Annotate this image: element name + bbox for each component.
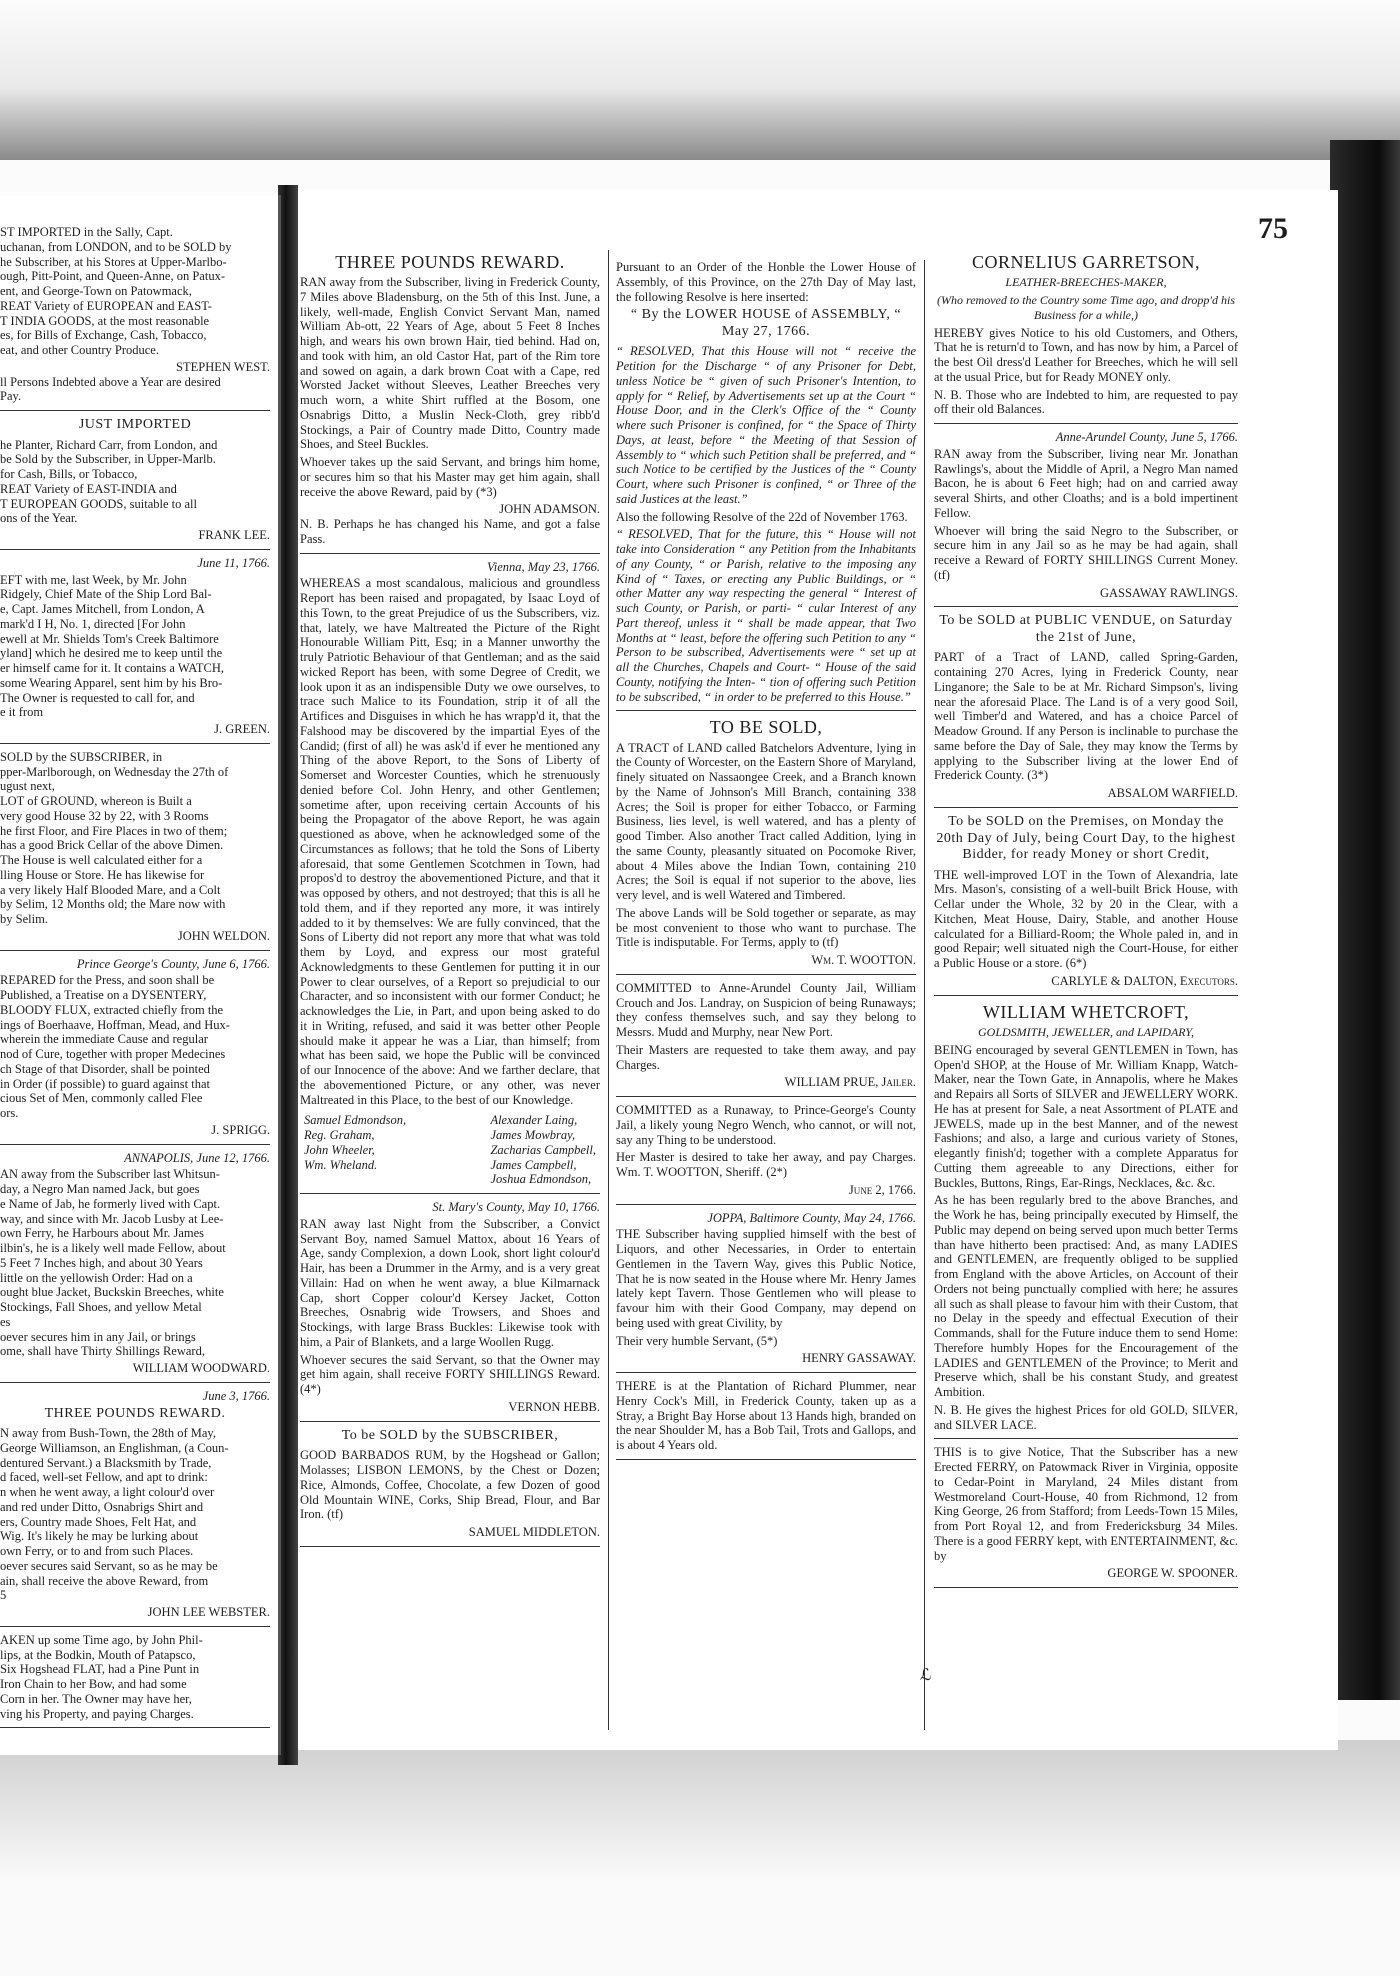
ad-line: uchanan, from LONDON, and to be SOLD by — [0, 239, 232, 254]
ad-line: wherein the immediate Cause and regular — [0, 1032, 208, 1047]
ad-body: COMMITTED to Anne-Arundel County Jail, William Crouch and Jos. Landray, on Suspicion of being Runaways; they confess themselves such, and say they belong to Messrs. Mudd and Murphy, near New Port. — [616, 980, 916, 1040]
ad-line: Iron Chain to her Bow, and had some — [0, 1677, 187, 1692]
ad-line: ST IMPORTED in the Sally, Capt. — [0, 225, 173, 239]
signatories-left — [304, 1113, 406, 1187]
column-rule — [934, 807, 1238, 808]
ad-body-continued: Whoever will bring the said Negro to the Subscriber, or secure him in any Jail so as he may be had again, shall receive a Reward of FORTY SHILLINGS Current Money. (tf) — [934, 523, 1238, 582]
advertisement — [934, 814, 1238, 989]
ad-line: e Name of Jab, he formerly lived with Capt. — [0, 1196, 221, 1211]
ad-line: EFT with me, last Week, by Mr. John — [0, 572, 187, 587]
ink-mark: ℒ — [920, 1667, 932, 1684]
ad-line: he first Floor, and Fire Places in two of them; — [0, 823, 228, 838]
ad-line: he Subscriber, at his Stores at Upper-Marlbo- — [0, 254, 227, 269]
ad-line: in Order (if possible) to guard against that — [0, 1076, 211, 1091]
ad-line: ain, shall receive the above Reward, from — [0, 1573, 209, 1588]
advertisement — [616, 1211, 916, 1367]
ad-line: by Selim. — [0, 912, 48, 927]
signatory-name: Zacharias Campbell, — [490, 1142, 596, 1157]
advertisement — [0, 556, 270, 737]
column-2 — [616, 260, 925, 1730]
ad-line: e, Capt. James Mitchell, from London, A — [0, 602, 205, 617]
ad-body-continued: Also the following Resolve of the 22d of November 1763. — [616, 509, 908, 524]
advertisement — [934, 613, 1238, 801]
column-rule — [300, 1546, 600, 1547]
ad-line: a very likely Half Blooded Mare, and a Colt — [0, 882, 221, 897]
ad-line: es, for Bills of Exchange, Cash, Tobacco, — [0, 328, 207, 343]
ad-body: GOOD BARBADOS RUM, by the Hogshead or Gallon; Molasses; LISBON LEMONS, by the Chest or Dozen; Rice, Almonds, Coffee, Chocolate, a few Dozen of good Old Mountain WINE, Corks, Ship Bread, Flour, and Bar Iron. (tf) — [300, 1448, 600, 1522]
ad-line: The Owner is requested to call for, and — [0, 690, 195, 705]
ad-line: Ridgely, Chief Mate of the Ship Lord Bal- — [0, 587, 212, 602]
ad-heading: JUST IMPORTED — [78, 417, 192, 432]
advertisement — [0, 1389, 270, 1620]
signatory-name: Joshua Edmondson, — [490, 1172, 592, 1187]
advertisement — [934, 252, 1238, 417]
advertisement — [616, 717, 916, 967]
ad-heading: To be SOLD on the Premises, on Monday the 20th Day of July, being Court Day, to the highest Bidder, for ready Money or short Credit, — [936, 813, 1236, 863]
ad-heading: CORNELIUS GARRETSON, — [971, 252, 1200, 272]
signatory-name: Samuel Edmondson, — [304, 1113, 407, 1128]
ad-line: ving his Property, and paying Charges. — [0, 1706, 194, 1721]
ad-line: 5 — [0, 1588, 7, 1603]
ad-body: RAN away last Night from the Subscriber, a Convict Servant Boy, named Samuel Mattox, about 16 Years of Age, sandy Complexion, a down Look, short light colour'd Hair, has been a Drummer in the Army, and is a very great Villain: Had on when he went away, a blue Kilmarnack Cap, short Copper colour'd Kersey Jacket, Cotton Breeches, Osnabrig wide Trowsers, and Shoes and Stockings, with large Brass Buckles: Likewise took with him, a Pair of Blankets, and a large Woollen Rugg. — [300, 1216, 600, 1349]
ad-line: Six Hogshead FLAT, had a Pine Punt in — [0, 1662, 200, 1677]
ad-signature: VERNON HEBB. — [508, 1399, 600, 1414]
ad-line: lling House or Store. He has likewise for — [0, 867, 205, 882]
ad-line: REAT Variety of EAST-INDIA and — [0, 481, 177, 496]
advertisement — [616, 260, 916, 704]
ad-body: A TRACT of LAND called Batchelors Adventure, lying in the County of Worcester, on the Eastern Shore of Maryland, finely situated on Nassaongee Creek, and a Branch known by the Name of Johnson's Mill Branch, containing 338 Acres; the Soil is proper for either Tobacco, or Farming Business, lies level, is well watered, and has a plenty of good Timber. Also another Tract called Addition, lying in the same County, pleasantly situated on Pocomoke River, about 4 Miles above the Indian Town, containing 210 Acres; the Soil is equal if not superior to the above, lies very level, and is well Watered and Timbered. — [616, 740, 916, 903]
ad-dateline: St. Mary's County, May 10, 1766. — [432, 1200, 600, 1215]
ad-subheading: (Who removed to the Country some Time ago, and dropp'd his Business for a while,) — [937, 293, 1235, 322]
ad-line: Stockings, Fall Shoes, and yellow Metal — [0, 1300, 202, 1315]
ad-body: RAN away from the Subscriber, living in Frederick County, 7 Miles above Bladensburg, on the 5th of this Inst. June, a likely, well-made, English Convict Servant Man, named William Ab-ott, 22 Years of Age, about 5 Feet 8 Inches high, and wears his own brown Hair, tied behind. Had on, and took with him, an old Castor Hat, part of the Rim tore and sowed on again, a dark brown Coat with a Cape, red Worsted Jacket without Sleeves, Leather Breeches very much worn, a white Shirt ruffled at the Bosom, one Osnabrigs Ditto, a Muslin Neck-Cloth, grey ribb'd Stockings, a Pair of Country made Ditto, Country made Shoes, and Steel Buckles. — [300, 275, 600, 452]
ad-heading: THREE POUNDS REWARD. — [335, 252, 565, 272]
ad-line: George Williamson, an Englishman, (a Coun- — [0, 1440, 229, 1455]
ad-line: and red under Ditto, Osnabrigs Shirt and — [0, 1499, 204, 1514]
ad-line: ough, Pitt-Point, and Queen-Anne, on Patux- — [0, 269, 225, 284]
ad-line: oever secures him in any Jail, or brings — [0, 1329, 196, 1344]
ad-body: THIS is to give Notice, That the Subscriber has a new Erected FERRY, on Patowmack River in Virginia, opposite to Cedar-Point in Maryland, 24 Miles distant from Westmoreland Court-House, 40 from Richmond, 12 from King George, 26 from Stafford; from Leeds-Town 15 Miles, from Port Royal 12, and from Fredericksburg 34 Miles. There is a good FERRY kept, with ENTERTAINMENT, &c. by — [934, 1445, 1238, 1563]
scan-top-edge — [0, 0, 1400, 160]
resolve-text: “ RESOLVED, That for the future, this “ House will not take into Consideration “ any Petition from the Inhabitants of any County, “ or Parish, relative to the imposing any Kind of “ Taxes, or erecting any Public Buildings, or “ other Matter any way respecting the general “ Interest of such County, or Parish, or parti- “ cular Interest of any Part thereof, unless it “ shall be made appear, that Two Months at “ least, before the offering such Petition to any “ Person to be subscribed, Advertisements were “ set up at all the Churches, Chapels and Court- “ House of the said County, notifying the Inten- “ tion of offering such Petition to be subscribed, “ in order to be preferred to this House.” — [616, 527, 916, 704]
column-3 — [934, 250, 1242, 1594]
advertisement — [300, 560, 600, 1188]
ad-line: oever secures said Servant, so as he may be — [0, 1558, 218, 1573]
advertisement — [0, 1633, 270, 1722]
ad-body-continued: Their Masters are requested to take them away, and pay Charges. — [616, 1042, 916, 1072]
advertisement — [616, 1103, 916, 1198]
advertisement — [934, 1445, 1238, 1581]
column-rule — [0, 1727, 270, 1728]
ad-heading: THREE POUNDS REWARD. — [44, 1405, 226, 1421]
ad-dateline: ANNAPOLIS, June 12, 1766. — [124, 1150, 270, 1165]
book-gutter — [278, 185, 298, 1765]
column-rule — [934, 995, 1238, 996]
column-rule — [616, 1096, 916, 1097]
ad-body-continued: Their very humble Servant, (5*) — [616, 1333, 778, 1348]
resolve-text: “ RESOLVED, That this House will not “ receive the Petition for the Discharge “ of any Prisoner for Debt, unless Notice be “ given of such Prisoner's Intention, to apply for “ Relief, by Advertisements set up at the Court “ House Door, and in the Clerk's Office of the “ County where such Prisoner is confined, for “ the Space of Thirty Days, at least, before “ the Meeting of that Session of Assembly to “ which such Petition shall be preferred, and “ such Notice to be certified by the Justices of the “ County Court, where such Prisoner is confined, “ or Three of the said Justices at the least.” — [616, 344, 916, 506]
ad-line: dentured Servant.) a Blacksmith by Trade, — [0, 1455, 212, 1470]
advertisement — [0, 1151, 270, 1376]
ad-line: ilbin's, he is a likely well made Fellow, about — [0, 1241, 226, 1256]
ad-line: ugust next, — [0, 779, 55, 794]
advertisement — [300, 1200, 600, 1415]
ad-body: WHEREAS a most scandalous, malicious and groundless Report has been raised and propagated, by Isaac Loyd of this Town, to the great Prejudice of us the Subscribers, viz. that, lately, we have Maltreated the Picture of the Right Honourable William Pitt, Esq; in a Manner unworthy the truly Patriotic Behaviour of that Gentleman; and as the said wicked Report has been, with some Degree of Credit, we look upon it as an indispensible Duty we owe ourselves, to trace such Malice to its Foundation, strip it of all the Artifices and Disguises in which he has wrapp'd it, that the Falshood may be discovered by the impartial Eyes of the Candid; (first of all) he was ask'd if ever he mentioned any Thing of the above Report, to the Sons of Liberty of Somerset and Worcester Counties, which he strenuously denied before Col. John Henry, and other Gentlemen; sometime after, upon receiving certain Accounts of his being the Propagator of the above Report, he was again questioned as above, when he acknowledged some of the Circumstances as follows; that he told the Sons of Liberty aforesaid, that some Gentlemen Scotchmen in Town, had propos'd to destroy the abovementioned Picture, and that it was opposed by others, and not destroyed; that this is all he told them, and if they reported any more, it was intirely added to it by themselves: We are fully convinced, that the Sons of Liberty did not report any more that what was told them by Loyd, and express our most grateful Acknowledgments to these Gentlemen for putting it in our Power to clear ourselves, of a Report so prejudicial to our Character, and so inconsistent with our former Conduct; he acknowledges the Lie, in Part, and upon being asked to do it in Writing, refused, and said it was better other People should make it appear he was a Liar, than himself; from what has been said, we hope the Public will be convinced of our Innocence of the above: And we farther declare, that the abovementioned Picture, or any other, was never Maltreated in this Place, to the best of our Knowledge. — [300, 576, 600, 1107]
ad-line: SOLD by the SUBSCRIBER, in — [0, 749, 163, 764]
signatory-name: James Campbell, — [490, 1157, 577, 1172]
ad-signature: J. SPRIGG. — [211, 1122, 270, 1137]
ad-signature: June 2, 1766. — [848, 1182, 916, 1197]
ad-signature: SAMUEL MIDDLETON. — [468, 1525, 600, 1539]
ad-line: ewell at Mr. Shields Tom's Creek Baltimore — [0, 631, 219, 646]
ad-signature: JOHN WELDON. — [177, 928, 270, 943]
column-rule — [0, 1626, 270, 1627]
ad-signature: Wm. T. WOOTTON. — [811, 953, 916, 968]
ad-line: mark'd I H, No. 1, directed [For John — [0, 616, 186, 631]
column-rule — [0, 1382, 270, 1383]
column-1 — [300, 250, 609, 1730]
ad-dateline: JOPPA, Baltimore County, May 24, 1766. — [707, 1210, 916, 1225]
ad-line: N away from Bush-Town, the 28th of May, — [0, 1426, 216, 1441]
ad-signature: JOHN LEE WEBSTER. — [147, 1605, 270, 1620]
ad-line: way, and since with Mr. Jacob Lusby at Lee- — [0, 1211, 224, 1226]
ad-subheading: LEATHER-BREECHES-MAKER, — [1005, 275, 1167, 290]
ad-signature: FRANK LEE. — [198, 528, 270, 543]
column-rule — [934, 1587, 1238, 1588]
ad-dateline: “ By the LOWER HOUSE of ASSEMBLY, “ May 27, 1766. — [630, 307, 902, 339]
ad-line: ings of Boerhaave, Hoffman, Mead, and Hux- — [0, 1017, 230, 1032]
signatory-name: John Wheeler, — [304, 1142, 375, 1157]
ad-signature: STEPHEN WEST. — [176, 359, 270, 374]
ad-line: own Ferry, he Harbours about Mr. James — [0, 1226, 205, 1241]
ad-dateline: June 11, 1766. — [197, 555, 270, 570]
ad-line: es — [0, 1314, 11, 1329]
advertisement — [616, 1379, 916, 1453]
column-rule — [616, 710, 916, 711]
ad-body: COMMITTED as a Runaway, to Prince-George's County Jail, a likely young Negro Wench, who cannot, or will not, say any Thing to be understood. — [616, 1103, 916, 1147]
ad-line: day, a Negro Man named Jack, but goes — [0, 1182, 200, 1197]
ad-subheading: GOLDSMITH, JEWELLER, and LAPIDARY, — [977, 1024, 1194, 1039]
ad-line: nod of Cure, together with proper Medecines — [0, 1047, 226, 1062]
column-rule — [934, 423, 1238, 424]
advertisement — [934, 1002, 1238, 1433]
ad-line: ch Stage of that Disorder, shall be pointed — [0, 1061, 210, 1076]
column-rule — [0, 549, 270, 550]
ad-line: BLOODY FLUX, extracted chiefly from the — [0, 1002, 224, 1017]
ad-line: ought blue Jacket, Buckskin Breeches, white — [0, 1285, 224, 1300]
ad-line: he Planter, Richard Carr, from London, and — [0, 437, 218, 452]
ad-body-continued: Whoever secures the said Servant, so that the Owner may get him again, shall receive FORTY SHILLINGS Reward. (4*) — [300, 1352, 600, 1397]
ad-line: e it from — [0, 705, 44, 720]
ad-line: REAT Variety of EUROPEAN and EAST- — [0, 298, 212, 313]
ad-line: some Wearing Apparel, sent him by his Bro- — [0, 675, 223, 690]
ad-signature: GASSAWAY RAWLINGS. — [1099, 585, 1238, 600]
ad-body: Pursuant to an Order of the Honble the Lower House of Assembly, of this Province, on the 27th Day of May last, the following Resolve is here inserted: — [616, 260, 916, 304]
advertisement — [300, 1428, 600, 1540]
ad-signature: WILLIAM PRUE, Jailer. — [784, 1075, 916, 1090]
column-rule — [0, 743, 270, 744]
right-page — [298, 190, 1338, 1750]
ad-line: own Ferry, or to and from such Places. — [0, 1544, 194, 1559]
advertisement — [300, 252, 600, 547]
ad-body: HEREBY gives Notice to his old Customers, and Others, That he is return'd to Town, and has now by him, a Parcel of the best Oil dress'd Leather for Breeches, which he will sell at the usual Price, but for Ready MONEY only. — [934, 325, 1238, 384]
ad-line: Published, a Treatise on a DYSENTERY, — [0, 988, 207, 1003]
ad-line: er himself came for it. It contains a WATCH, — [0, 661, 225, 676]
signatories-right — [490, 1113, 596, 1187]
advertisement — [934, 430, 1238, 600]
advertisement — [0, 957, 270, 1138]
left-page-column — [0, 225, 270, 1734]
signatory-name: Alexander Laing, — [490, 1113, 578, 1128]
ad-heading: TO BE SOLD, — [709, 717, 823, 738]
ad-line: The House is well calculated either for a — [0, 853, 203, 868]
ad-dateline: Vienna, May 23, 1766. — [487, 559, 600, 574]
ad-line: d faced, well-set Fellow, and apt to drink: — [0, 1470, 208, 1485]
column-rule — [0, 410, 270, 411]
ad-signature: J. GREEN. — [214, 722, 270, 737]
ad-body-continued: Her Master is desired to take her away, and pay Charges. Wm. T. WOOTTON, Sheriff. (2*) — [616, 1150, 916, 1180]
ad-body: RAN away from the Subscriber, living near Mr. Jonathan Rawlings's, about the Middle of April, a Negro Man named Bacon, he is about 6 Feet high; had on and carried away several Shirts, and other Cloaths; and is a bold impertinent Fellow. — [934, 446, 1238, 520]
signatory-name: James Mowbray, — [490, 1128, 576, 1143]
signatories — [304, 1113, 596, 1187]
column-rule — [300, 1421, 600, 1422]
ad-body-continued: The above Lands will be Sold together or separate, as may be most convenient to those who want to purchase. The Title is indisputable. For Terms, apply to (tf) — [616, 905, 916, 950]
ad-line: ers, Country made Shoes, Felt Hat, and — [0, 1514, 197, 1529]
ad-signature: JOHN ADAMSON. — [499, 502, 600, 517]
column-rule — [616, 1204, 916, 1205]
ad-body-continued: As he has been regularly bred to the above Branches, and the Work he has, being principally executed by Himself, the Public may depend on being served upon much better Terms than have hitherto been practised: And, as many LADIES and GENTLEMEN, are frequently obliged to be supplied from England with the above Articles, on Account of their Orders not being punctually complied with here; he assures all such as shall please to favour him with their Custom, that no Delay in the speedy and effectual Execution of their Commands, shall for the Future induce them to send Home: Therefore humbly Hopes for the Encouragement of the LADIES and GENTLEMEN of the Province; to Merit and Preserve which, shall be his constant Study, and greatest Ambition. — [934, 1193, 1238, 1400]
ad-body: THE Subscriber having supplied himself with the best of Liquors, and other Necessaries, in Order to entertain Gentlemen in the Tavern Way, gives this Public Notice, That he is now seated in the House where Mr. Henry James lately kept Tavern. Those Gentlemen who will please to favour him with their Good Company, may depend on being used with great Civility, by — [616, 1227, 916, 1330]
ad-line: n when he went away, a light colour'd over — [0, 1485, 215, 1500]
ad-heading: To be SOLD by the SUBSCRIBER, — [341, 1427, 559, 1443]
advertisement — [0, 750, 270, 944]
ad-line: lips, at the Bodkin, Mouth of Patapsco, — [0, 1647, 196, 1662]
ad-line: eat, and other Country Produce. — [0, 343, 159, 357]
ad-signature: HENRY GASSAWAY. — [802, 1351, 916, 1366]
column-rule — [616, 1459, 916, 1460]
column-rule — [616, 974, 916, 975]
signatory-name: Reg. Graham, — [304, 1128, 375, 1143]
ad-signature: WILLIAM WOODWARD. — [132, 1361, 270, 1376]
ad-line: T EUROPEAN GOODS, suitable to all — [0, 496, 197, 511]
ad-line: ons of the Year. — [0, 511, 78, 526]
ad-dateline: Prince George's County, June 6, 1766. — [76, 956, 270, 971]
ad-heading: WILLIAM WHETCROFT, — [982, 1001, 1190, 1022]
ad-signature: CARLYLE & DALTON, Executors. — [1051, 973, 1238, 988]
ad-line: REPARED for the Press, and soon shall be — [0, 973, 215, 988]
ad-body: THERE is at the Plantation of Richard Plummer, near Henry Cock's Mill, in Frederick County, taken up as a Stray, a Bright Bay Horse about 13 Hands high, branded on the near Shoulder M, has a Bob Tail, Trots and Gallops, and is about 4 Years old. — [616, 1379, 916, 1453]
column-rule — [934, 1438, 1238, 1439]
ad-body-continued: Whoever takes up the said Servant, and brings him home, or secures him so that his Master may get him again, shall receive the above Reward, paid by (*3) — [300, 455, 600, 499]
ad-line: T INDIA GOODS, at the most reasonable — [0, 313, 210, 328]
ad-line: AKEN up some Time ago, by John Phil- — [0, 1632, 203, 1647]
scan-book-edge — [1330, 140, 1400, 1700]
ad-line: ome, shall have Thirty Shillings Reward, — [0, 1344, 205, 1359]
ad-body: THE well-improved LOT in the Town of Alexandria, late Mrs. Mason's, consisting of a well-built Brick House, with Cellar under the Whole, 32 by 20 in the Clear, with a Kitchen, Meat House, Dairy, Stable, and another House calculated for a Billiard-Room; the Whole paled in, and in good Repair; well situated nigh the Court-House, for either a Public House or a store. (6*) — [934, 867, 1238, 971]
ad-body-continued: N. B. Those who are Indebted to him, are requested to pay off their old Balances. — [934, 387, 1238, 417]
ad-line: ll Persons Indebted above a Year are desired — [0, 374, 221, 389]
column-rule — [300, 553, 600, 554]
ad-line: Pay. — [0, 389, 22, 404]
ad-body: PART of a Tract of LAND, called Spring-Garden, containing 270 Acres, lying in Frederick County, near Linganore; the Sale to be at Mr. Richard Simpson's, living near the aforesaid Place. The Land is of a very good Soil, well Timber'd and Watered, and has a choice Parcel of Meadow Ground. If any Person is inclinable to purchase the same before the Day of Sale, they may know the Terms by applying to the Subscriber living at the lower End of Frederick County. (3*) — [934, 650, 1238, 783]
ad-line: AN away from the Subscriber last Whitsun- — [0, 1167, 220, 1182]
ad-line: little on the yellowish Order: Had on a — [0, 1270, 193, 1285]
ad-line: for Cash, Bills, or Tobacco, — [0, 467, 138, 482]
ad-line: be Sold by the Subscriber, in Upper-Marlb. — [0, 452, 216, 467]
ad-body: BEING encouraged by several GENTLEMEN in Town, has Open'd SHOP, at the House of Mr. William Knapp, Watch-Maker, near the Town Gate, in Annapolis, where he Makes and Repairs all Sorts of SILVER and JEWELLERY WORK. He has at present for Sale, a neat Assortment of PLATE and JEWELS, made up in the best Manner, and of the newest Fashions; and also, a large and curious variety of Stones, elegantly finish'd; together with a complete Apparatus for Cutting them agreeable to any Directions, either for Buckles, Buttons, Rings, Ear-Rings, Necklaces, &c. &c. — [934, 1042, 1238, 1190]
signatory-name: Wm. Wheland. — [304, 1157, 378, 1172]
ad-dateline: June 3, 1766. — [202, 1388, 270, 1403]
advertisement — [616, 981, 916, 1090]
left-page — [0, 195, 281, 1755]
column-rule — [0, 1144, 270, 1145]
advertisement — [0, 225, 270, 404]
ad-line: Wig. It's likely he may be lurking about — [0, 1529, 199, 1544]
scan-bottom-edge — [0, 1740, 1400, 1976]
ad-note: N. B. He gives the highest Prices for old GOLD, SILVER, and SILVER LACE. — [934, 1402, 1238, 1432]
column-rule — [934, 606, 1238, 607]
ad-note: N. B. Perhaps he has changed his Name, and got a false Pass. — [300, 517, 600, 546]
ad-dateline: Anne-Arundel County, June 5, 1766. — [1055, 430, 1238, 445]
column-rule — [0, 950, 270, 951]
ad-line: very good House 32 by 22, with 3 Rooms — [0, 808, 209, 823]
ad-line: ors. — [0, 1106, 19, 1121]
ad-line: has a good Brick Cellar of the above Dimen. — [0, 838, 224, 853]
column-rule — [300, 1193, 600, 1194]
ad-line: pper-Marlborough, on Wednesday the 27th of — [0, 764, 229, 779]
page-number: 75 — [1258, 212, 1288, 245]
ad-line: Corn in her. The Owner may have her, — [0, 1691, 192, 1706]
ad-line: ent, and George-Town on Patowmack, — [0, 284, 192, 298]
ad-signature: GEORGE W. SPOONER. — [1107, 1566, 1238, 1581]
ad-line: 5 Feet 7 Inches high, and about 30 Years — [0, 1255, 203, 1270]
ad-line: by Selim, 12 Months old; the Mare now with — [0, 897, 226, 912]
ad-line: yland] which he desired me to keep until the — [0, 646, 223, 661]
ad-heading: To be SOLD at PUBLIC VENDUE, on Saturday the 21st of June, — [939, 613, 1233, 645]
ad-signature: ABSALOM WARFIELD. — [1107, 786, 1238, 801]
ad-line: LOT of GROUND, whereon is Built a — [0, 794, 192, 809]
ad-line: cious Set of Men, commonly called Flee — [0, 1091, 203, 1106]
column-rule — [616, 1372, 916, 1373]
advertisement — [0, 417, 270, 543]
